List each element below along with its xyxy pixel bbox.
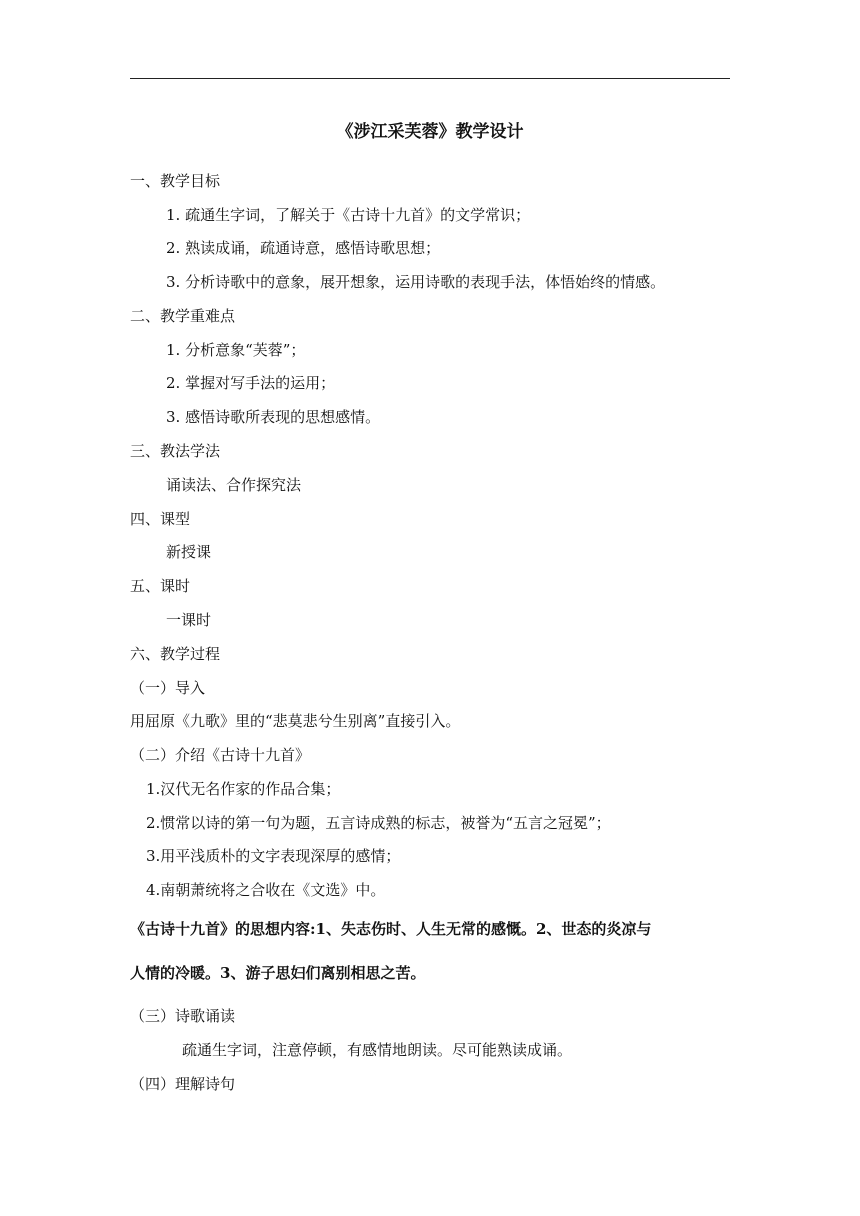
heading-key-points: 二、教学重难点 [130,307,236,325]
thought-content-line-2: 人情的冷暖。3、游子思妇们离别相思之苦。 [130,964,426,982]
subheading-intro: （一）导入 [130,679,206,697]
subheading-understanding: （四）理解诗句 [130,1075,236,1093]
heading-periods: 五、课时 [130,577,191,595]
heading-objectives: 一、教学目标 [130,172,221,190]
subheading-recitation: （三）诗歌诵读 [130,1007,236,1025]
heading-process: 六、教学过程 [130,645,221,663]
header-rule [130,78,730,79]
key-point-item-2: 2. 掌握对写手法的运用； [166,374,336,392]
nineteen-poems-item-1: 1.汉代无名作家的作品合集； [146,780,341,798]
document-title: 《涉江采芙蓉》教学设计 [336,122,524,142]
thought-content-line-1: 《古诗十九首》的思想内容:1、失志伤时、人生无常的感慨。2、世态的炎凉与 [130,920,652,938]
objective-item-1: 1. 疏通生字词，了解关于《古诗十九首》的文学常识； [166,206,531,224]
periods-body: 一课时 [166,611,212,629]
lesson-type-body: 新授课 [166,543,212,561]
key-point-item-3: 3. 感悟诗歌所表现的思想感情。 [166,408,381,426]
recitation-body: 疏通生字词，注意停顿，有感情地朗读。尽可能熟读成诵。 [182,1041,573,1059]
subheading-nineteen-poems: （二）介绍《古诗十九首》 [130,746,311,764]
heading-methods: 三、教法学法 [130,442,221,460]
objective-item-2: 2. 熟读成诵，疏通诗意，感悟诗歌思想； [166,239,441,257]
objective-item-3: 3. 分析诗歌中的意象，展开想象，运用诗歌的表现手法，体悟始终的情感。 [166,273,666,291]
nineteen-poems-item-3: 3.用平浅质朴的文字表现深厚的感情； [146,847,401,865]
nineteen-poems-item-4: 4.南朝萧统将之合收在《文选》中。 [146,881,386,899]
heading-lesson-type: 四、课型 [130,510,191,528]
methods-body: 诵读法、合作探究法 [166,476,302,494]
key-point-item-1: 1. 分析意象“芙蓉”； [166,341,306,359]
intro-body: 用屈原《九歌》里的“悲莫悲兮生别离”直接引入。 [130,712,461,730]
nineteen-poems-item-2: 2.惯常以诗的第一句为题，五言诗成熟的标志，被誉为“五言之冠冕”； [146,814,611,832]
